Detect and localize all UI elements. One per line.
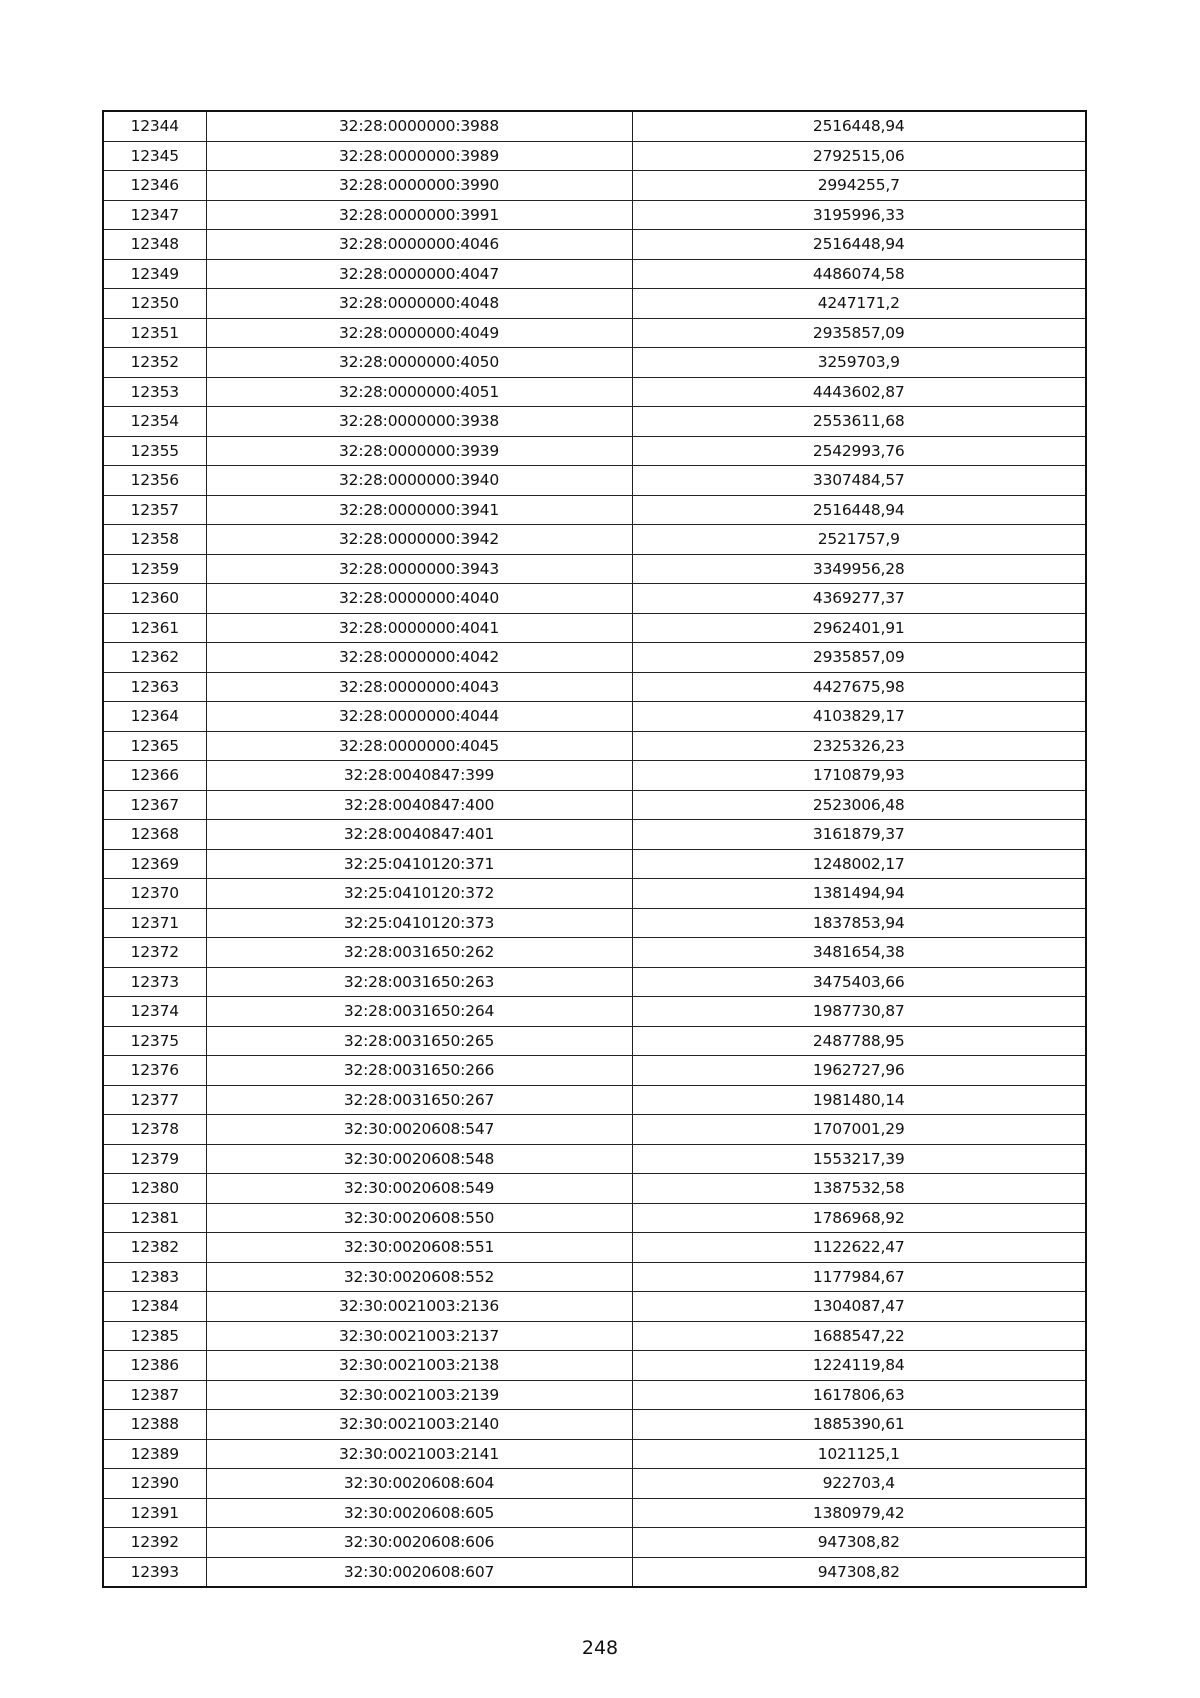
table-row — [103, 1292, 1086, 1322]
cadastral-value-cell: 3349956,28 — [632, 554, 1086, 584]
table-row — [103, 1115, 1086, 1145]
cadastral-value-cell: 1786968,92 — [632, 1203, 1086, 1233]
cadastral-value-cell: 4427675,98 — [632, 672, 1086, 702]
row-number-cell: 12390 — [103, 1469, 206, 1499]
cadastral-value-cell: 1248002,17 — [632, 849, 1086, 879]
cadastral-value-cell: 3161879,37 — [632, 820, 1086, 850]
row-number-cell: 12378 — [103, 1115, 206, 1145]
row-number-cell: 12367 — [103, 790, 206, 820]
row-number-cell: 12360 — [103, 584, 206, 614]
cadastral-number-cell: 32:30:0021003:2140 — [206, 1410, 632, 1440]
cadastral-value-cell: 922703,4 — [632, 1469, 1086, 1499]
cadastral-value-cell: 4443602,87 — [632, 377, 1086, 407]
table-row — [103, 200, 1086, 230]
row-number-cell: 12370 — [103, 879, 206, 909]
row-number-cell: 12375 — [103, 1026, 206, 1056]
table-row — [103, 466, 1086, 496]
table-row — [103, 1380, 1086, 1410]
row-number-cell: 12376 — [103, 1056, 206, 1086]
table-row — [103, 731, 1086, 761]
row-number-cell: 12351 — [103, 318, 206, 348]
table-row — [103, 997, 1086, 1027]
table-row — [103, 407, 1086, 437]
cadastral-value-cell: 4369277,37 — [632, 584, 1086, 614]
row-number-cell: 12389 — [103, 1439, 206, 1469]
row-number-cell: 12391 — [103, 1498, 206, 1528]
row-number-cell: 12379 — [103, 1144, 206, 1174]
cadastral-value-cell: 1304087,47 — [632, 1292, 1086, 1322]
row-number-cell: 12392 — [103, 1528, 206, 1558]
cadastral-value-cell: 1380979,42 — [632, 1498, 1086, 1528]
cadastral-number-cell: 32:30:0021003:2137 — [206, 1321, 632, 1351]
cadastral-value-table — [102, 110, 1087, 1588]
table-row — [103, 879, 1086, 909]
table-row — [103, 1026, 1086, 1056]
table-row — [103, 1056, 1086, 1086]
row-number-cell: 12359 — [103, 554, 206, 584]
table-row — [103, 436, 1086, 466]
cadastral-value-cell: 4486074,58 — [632, 259, 1086, 289]
row-number-cell: 12366 — [103, 761, 206, 791]
cadastral-number-cell: 32:28:0000000:3991 — [206, 200, 632, 230]
cadastral-number-cell: 32:28:0000000:3940 — [206, 466, 632, 496]
table-row — [103, 820, 1086, 850]
table-row — [103, 1144, 1086, 1174]
cadastral-value-cell: 2792515,06 — [632, 141, 1086, 171]
cadastral-number-cell: 32:28:0000000:4043 — [206, 672, 632, 702]
table-row — [103, 967, 1086, 997]
cadastral-number-cell: 32:30:0020608:550 — [206, 1203, 632, 1233]
table-row — [103, 230, 1086, 260]
cadastral-number-cell: 32:30:0020608:547 — [206, 1115, 632, 1145]
table-row — [103, 1262, 1086, 1292]
cadastral-value-cell: 947308,82 — [632, 1528, 1086, 1558]
cadastral-number-cell: 32:28:0000000:4044 — [206, 702, 632, 732]
row-number-cell: 12355 — [103, 436, 206, 466]
cadastral-number-cell: 32:28:0031650:265 — [206, 1026, 632, 1056]
table-row — [103, 790, 1086, 820]
row-number-cell: 12369 — [103, 849, 206, 879]
cadastral-number-cell: 32:28:0000000:3939 — [206, 436, 632, 466]
cadastral-number-cell: 32:30:0021003:2138 — [206, 1351, 632, 1381]
row-number-cell: 12393 — [103, 1557, 206, 1587]
cadastral-number-cell: 32:28:0000000:3941 — [206, 495, 632, 525]
cadastral-number-cell: 32:28:0031650:264 — [206, 997, 632, 1027]
table-row — [103, 1498, 1086, 1528]
cadastral-value-cell: 2516448,94 — [632, 495, 1086, 525]
cadastral-number-cell: 32:28:0000000:3990 — [206, 171, 632, 201]
row-number-cell: 12345 — [103, 141, 206, 171]
cadastral-value-cell: 1021125,1 — [632, 1439, 1086, 1469]
cadastral-value-cell: 1837853,94 — [632, 908, 1086, 938]
table-row — [103, 613, 1086, 643]
table-row — [103, 584, 1086, 614]
cadastral-value-cell: 2516448,94 — [632, 230, 1086, 260]
cadastral-value-cell: 1617806,63 — [632, 1380, 1086, 1410]
cadastral-value-cell: 2523006,48 — [632, 790, 1086, 820]
cadastral-number-cell: 32:30:0020608:551 — [206, 1233, 632, 1263]
cadastral-number-cell: 32:25:0410120:372 — [206, 879, 632, 909]
cadastral-value-cell: 3259703,9 — [632, 348, 1086, 378]
row-number-cell: 12381 — [103, 1203, 206, 1233]
table-row — [103, 761, 1086, 791]
cadastral-number-cell: 32:28:0031650:262 — [206, 938, 632, 968]
table-row — [103, 554, 1086, 584]
row-number-cell: 12354 — [103, 407, 206, 437]
row-number-cell: 12361 — [103, 613, 206, 643]
cadastral-value-cell: 3475403,66 — [632, 967, 1086, 997]
cadastral-value-cell: 1387532,58 — [632, 1174, 1086, 1204]
cadastral-value-cell: 1688547,22 — [632, 1321, 1086, 1351]
cadastral-number-cell: 32:28:0031650:267 — [206, 1085, 632, 1115]
cadastral-value-cell: 2542993,76 — [632, 436, 1086, 466]
row-number-cell: 12372 — [103, 938, 206, 968]
table-row — [103, 702, 1086, 732]
cadastral-number-cell: 32:28:0000000:4046 — [206, 230, 632, 260]
cadastral-number-cell: 32:30:0020608:607 — [206, 1557, 632, 1587]
cadastral-value-cell: 947308,82 — [632, 1557, 1086, 1587]
cadastral-number-cell: 32:28:0000000:4050 — [206, 348, 632, 378]
cadastral-number-cell: 32:28:0040847:400 — [206, 790, 632, 820]
cadastral-number-cell: 32:30:0020608:552 — [206, 1262, 632, 1292]
row-number-cell: 12388 — [103, 1410, 206, 1440]
cadastral-number-cell: 32:30:0021003:2139 — [206, 1380, 632, 1410]
row-number-cell: 12344 — [103, 111, 206, 141]
cadastral-value-cell: 1962727,96 — [632, 1056, 1086, 1086]
row-number-cell: 12368 — [103, 820, 206, 850]
table-row — [103, 525, 1086, 555]
cadastral-number-cell: 32:28:0000000:3988 — [206, 111, 632, 141]
cadastral-value-cell: 4247171,2 — [632, 289, 1086, 319]
table-row — [103, 259, 1086, 289]
row-number-cell: 12385 — [103, 1321, 206, 1351]
cadastral-number-cell: 32:30:0020608:604 — [206, 1469, 632, 1499]
cadastral-value-cell: 1381494,94 — [632, 879, 1086, 909]
cadastral-value-cell: 2994255,7 — [632, 171, 1086, 201]
cadastral-value-cell: 4103829,17 — [632, 702, 1086, 732]
table-row — [103, 495, 1086, 525]
table-row — [103, 1203, 1086, 1233]
table-row — [103, 1410, 1086, 1440]
cadastral-value-cell: 1122622,47 — [632, 1233, 1086, 1263]
cadastral-number-cell: 32:28:0040847:399 — [206, 761, 632, 791]
row-number-cell: 12356 — [103, 466, 206, 496]
row-number-cell: 12350 — [103, 289, 206, 319]
table-row — [103, 1233, 1086, 1263]
cadastral-number-cell: 32:28:0000000:3938 — [206, 407, 632, 437]
table-row — [103, 1351, 1086, 1381]
cadastral-value-cell: 1885390,61 — [632, 1410, 1086, 1440]
cadastral-number-cell: 32:28:0000000:4041 — [206, 613, 632, 643]
cadastral-value-cell: 1707001,29 — [632, 1115, 1086, 1145]
table-row — [103, 643, 1086, 673]
row-number-cell: 12386 — [103, 1351, 206, 1381]
table-row — [103, 1469, 1086, 1499]
cadastral-number-cell: 32:28:0000000:3943 — [206, 554, 632, 584]
cadastral-value-cell: 2935857,09 — [632, 643, 1086, 673]
table-row — [103, 377, 1086, 407]
cadastral-value-cell: 3195996,33 — [632, 200, 1086, 230]
cadastral-number-cell: 32:28:0000000:3942 — [206, 525, 632, 555]
cadastral-number-cell: 32:28:0000000:4048 — [206, 289, 632, 319]
table-row — [103, 1528, 1086, 1558]
table-row — [103, 318, 1086, 348]
table-body — [103, 111, 1086, 1587]
table-row — [103, 938, 1086, 968]
row-number-cell: 12357 — [103, 495, 206, 525]
table-row — [103, 171, 1086, 201]
row-number-cell: 12382 — [103, 1233, 206, 1263]
row-number-cell: 12362 — [103, 643, 206, 673]
cadastral-number-cell: 32:30:0021003:2136 — [206, 1292, 632, 1322]
cadastral-number-cell: 32:28:0040847:401 — [206, 820, 632, 850]
cadastral-value-cell: 2935857,09 — [632, 318, 1086, 348]
cadastral-value-cell: 2962401,91 — [632, 613, 1086, 643]
cadastral-value-cell: 1710879,93 — [632, 761, 1086, 791]
cadastral-number-cell: 32:30:0020608:605 — [206, 1498, 632, 1528]
cadastral-value-cell: 1553217,39 — [632, 1144, 1086, 1174]
row-number-cell: 12377 — [103, 1085, 206, 1115]
row-number-cell: 12384 — [103, 1292, 206, 1322]
row-number-cell: 12371 — [103, 908, 206, 938]
cadastral-value-cell: 2521757,9 — [632, 525, 1086, 555]
page-number: 248 — [581, 1637, 619, 1659]
cadastral-number-cell: 32:28:0031650:266 — [206, 1056, 632, 1086]
row-number-cell: 12374 — [103, 997, 206, 1027]
row-number-cell: 12352 — [103, 348, 206, 378]
row-number-cell: 12353 — [103, 377, 206, 407]
table-row — [103, 1439, 1086, 1469]
cadastral-number-cell: 32:28:0000000:4045 — [206, 731, 632, 761]
table-row — [103, 849, 1086, 879]
table-row — [103, 1321, 1086, 1351]
row-number-cell: 12387 — [103, 1380, 206, 1410]
table-row — [103, 1085, 1086, 1115]
cadastral-value-cell: 2516448,94 — [632, 111, 1086, 141]
cadastral-value-cell: 2487788,95 — [632, 1026, 1086, 1056]
cadastral-value-cell: 3307484,57 — [632, 466, 1086, 496]
row-number-cell: 12380 — [103, 1174, 206, 1204]
cadastral-number-cell: 32:28:0000000:4051 — [206, 377, 632, 407]
cadastral-number-cell: 32:30:0020608:606 — [206, 1528, 632, 1558]
cadastral-value-cell: 1981480,14 — [632, 1085, 1086, 1115]
cadastral-value-cell: 3481654,38 — [632, 938, 1086, 968]
table-row — [103, 672, 1086, 702]
table-row — [103, 348, 1086, 378]
row-number-cell: 12363 — [103, 672, 206, 702]
cadastral-number-cell: 32:28:0000000:3989 — [206, 141, 632, 171]
cadastral-number-cell: 32:28:0000000:4040 — [206, 584, 632, 614]
cadastral-number-cell: 32:28:0000000:4042 — [206, 643, 632, 673]
table-row — [103, 111, 1086, 141]
cadastral-number-cell: 32:30:0021003:2141 — [206, 1439, 632, 1469]
row-number-cell: 12365 — [103, 731, 206, 761]
cadastral-number-cell: 32:28:0000000:4047 — [206, 259, 632, 289]
row-number-cell: 12358 — [103, 525, 206, 555]
row-number-cell: 12373 — [103, 967, 206, 997]
cadastral-number-cell: 32:25:0410120:371 — [206, 849, 632, 879]
row-number-cell: 12383 — [103, 1262, 206, 1292]
cadastral-value-cell: 1987730,87 — [632, 997, 1086, 1027]
cadastral-value-cell: 2553611,68 — [632, 407, 1086, 437]
row-number-cell: 12346 — [103, 171, 206, 201]
row-number-cell: 12349 — [103, 259, 206, 289]
table-row — [103, 1557, 1086, 1587]
table-row — [103, 1174, 1086, 1204]
cadastral-value-cell: 1224119,84 — [632, 1351, 1086, 1381]
cadastral-number-cell: 32:25:0410120:373 — [206, 908, 632, 938]
row-number-cell: 12347 — [103, 200, 206, 230]
table-row — [103, 141, 1086, 171]
cadastral-number-cell: 32:30:0020608:548 — [206, 1144, 632, 1174]
row-number-cell: 12348 — [103, 230, 206, 260]
table-row — [103, 908, 1086, 938]
cadastral-number-cell: 32:28:0031650:263 — [206, 967, 632, 997]
cadastral-value-cell: 1177984,67 — [632, 1262, 1086, 1292]
cadastral-number-cell: 32:28:0000000:4049 — [206, 318, 632, 348]
cadastral-number-cell: 32:30:0020608:549 — [206, 1174, 632, 1204]
row-number-cell: 12364 — [103, 702, 206, 732]
table-row — [103, 289, 1086, 319]
cadastral-value-cell: 2325326,23 — [632, 731, 1086, 761]
